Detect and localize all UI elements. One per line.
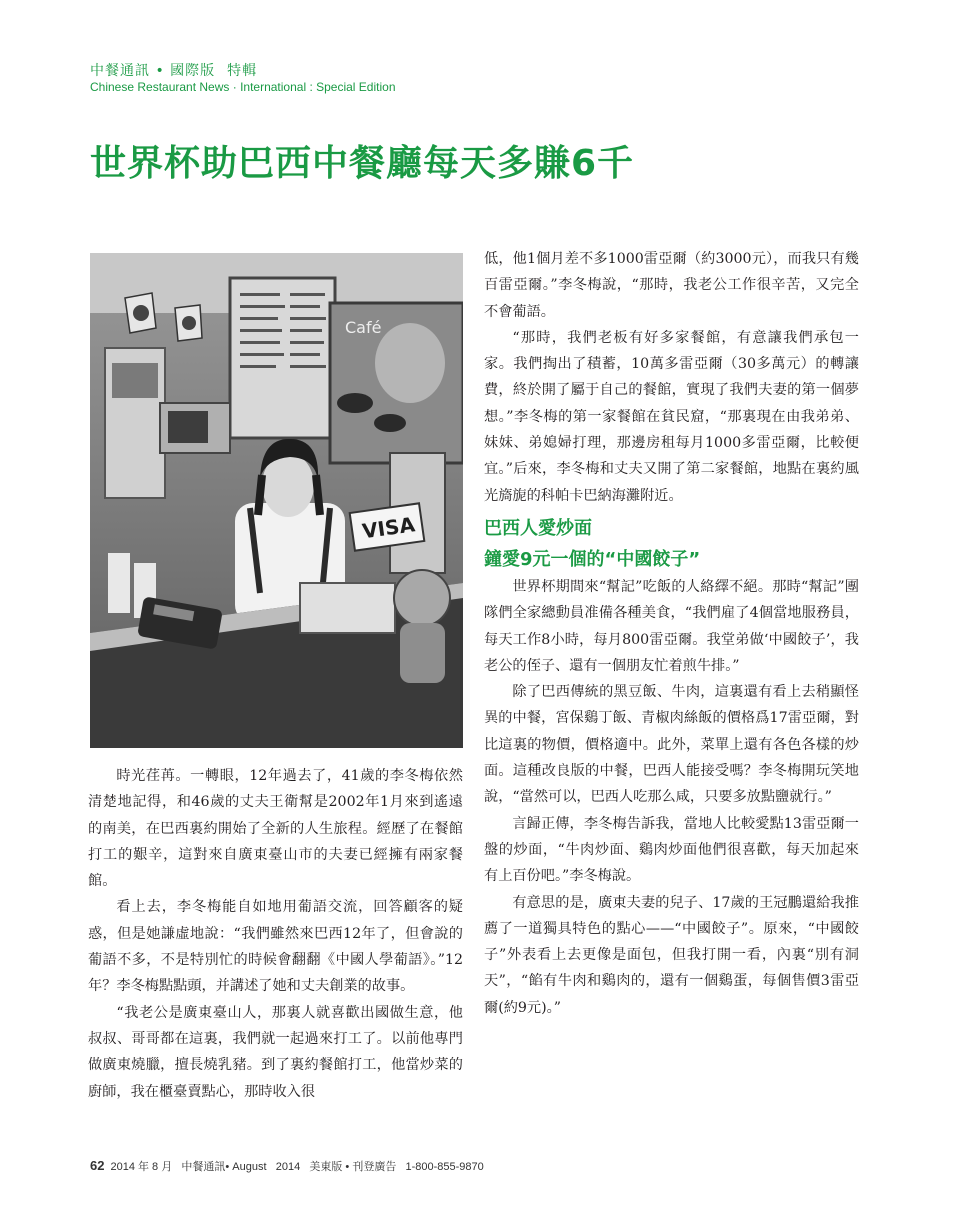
- section-label: 特輯: [227, 63, 258, 79]
- cafe-sign-text: Café: [345, 318, 382, 337]
- paragraph: 有意思的是，廣東夫妻的兒子、17歲的王冠鵬還給我推薦了一道獨具特色的點心——“中國餃子”。原來，“中國餃子”外表看上去更像是面包，但我打開一看，內裏“別有洞天”，“餡有牛肉和鷄肉的，還有一個鷄蛋，每個售價3雷亞爾(約9元)。”: [484, 894, 859, 1016]
- paragraph: 除了巴西傳統的黑豆飯、牛肉，這裏還有看上去稍顯怪異的中餐，宮保鷄丁飯、青椒肉絲飯的價格爲17雷亞爾，對比這裏的物價，價格適中。此外，菜單上還有各色各樣的炒面。這種改良版的中餐，巴西人能接受嗎？李冬梅開玩笑地說，“當然可以，巴西人吃那么咸，只要多放點鹽就行。”: [484, 684, 859, 806]
- right-column: [484, 246, 859, 1021]
- magazine-header: [90, 62, 396, 95]
- magazine-name-en: Chinese Restaurant News · International : Special Edition: [90, 80, 396, 94]
- page-number: 62: [90, 1158, 105, 1173]
- article-title: 世界杯助巴西中餐廳每天多賺6千: [90, 143, 635, 184]
- paragraph: “那時，我們老板有好多家餐館，有意讓我們承包一家。我們掏出了積蓄，10萬多雷亞爾（30多萬元）的轉讓費，終於開了屬于自己的餐館，實現了我們夫妻的第一個夢想。”李冬梅的第一家餐館在貧民窟，“那裏現在由我弟弟、妹妹、弟媳婦打理，那邊房租每月1000多雷亞爾，比較便宜。”后來，李冬梅和丈夫又開了第二家餐館，地點在裏約風光旖旎的科帕卡巴納海灘附近。: [484, 329, 859, 504]
- subheading: 巴西人愛炒面: [484, 517, 592, 539]
- left-column: [88, 763, 463, 1105]
- article-photo: [90, 253, 463, 748]
- restaurant-photo-illustration: [90, 253, 463, 748]
- paragraph: 言歸正傳，李冬梅告訴我，當地人比較愛點13雷亞爾一盤的炒面，“牛肉炒面、鷄肉炒面他們很喜歡，每天加起來有上百份吧。”李冬梅說。: [484, 815, 859, 885]
- paragraph: 世界杯期間來“幫記”吃飯的人絡繹不絕。那時“幫記”團隊們全家總動員准備各種美食，“我們雇了4個當地服務員，每天工作8小時，每月800雷亞爾。我堂弟做‘中國餃子’，我老公的侄子、還有一個朋友忙着煎牛排。”: [484, 578, 859, 674]
- magazine-name-cn: 中餐通訊 • 國際版: [90, 63, 216, 79]
- subheading: 鐘愛9元一個的“中國餃子”: [484, 548, 701, 570]
- visa-sign-text: VISA: [360, 512, 417, 544]
- footer-text: 2014 年 8 月 中餐通訊• August 2014 美東版 • 刊登廣告 1-800-855-9870: [110, 1161, 484, 1173]
- paragraph: 看上去，李冬梅能自如地用葡語交流，回答顧客的疑惑，但是她謙虛地說：“我們雖然來巴西12年了，但會說的葡語不多，不是特別忙的時候會翻翻《中國人學葡語》。”12年？李冬梅點點頭，并講述了她和丈夫創業的故事。: [88, 899, 463, 995]
- paragraph: 時光荏苒。一轉眼，12年過去了，41歲的李冬梅依然清楚地記得，和46歲的丈夫王衛幫是2002年1月來到遙遠的南美，在巴西裏約開始了全新的人生旅程。經歷了在餐館打工的艱辛，這對來自廣東臺山市的夫妻已經擁有兩家餐館。: [88, 768, 463, 890]
- page-footer: [90, 1158, 484, 1174]
- paragraph: “我老公是廣東臺山人，那裏人就喜歡出國做生意，他叔叔、哥哥都在這裏，我們就一起過來打工了。以前他專門做廣東燒臘，擅長燒乳豬。到了裏約餐館打工，他當炒菜的廚師，我在櫃臺賣點心，那時收入很: [88, 1004, 463, 1100]
- paragraph-continuation: 低，他1個月差不多1000雷亞爾（約3000元），而我只有幾百雷亞爾。”李冬梅說，“那時，我老公工作很辛苦，又完全不會葡語。: [484, 251, 859, 320]
